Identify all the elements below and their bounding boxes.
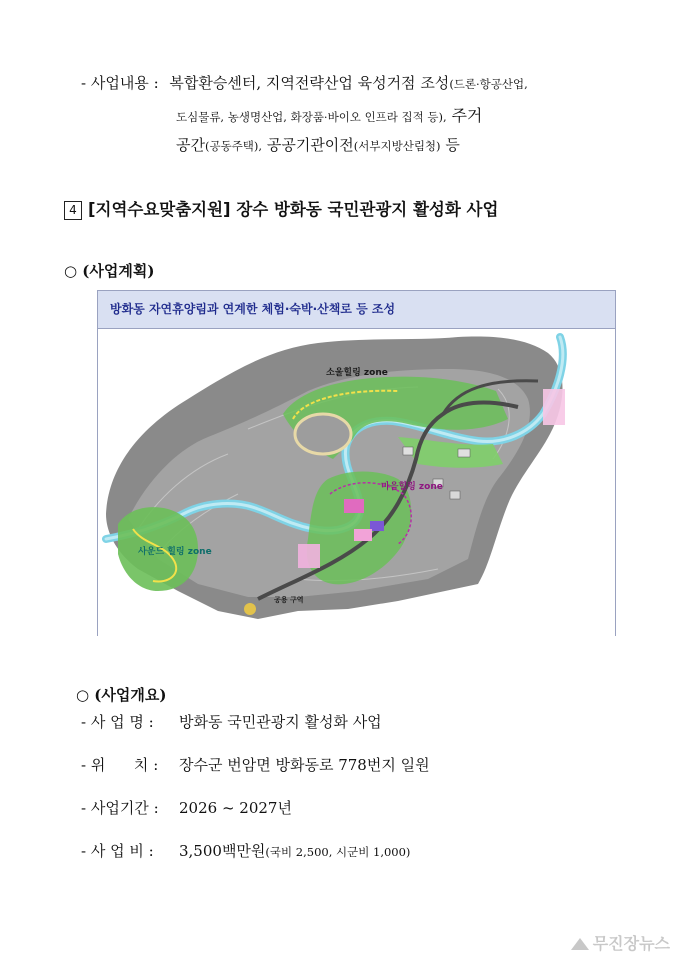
zone-label-bottom: 공용 구역	[274, 596, 304, 604]
intro-label: - 사업내용 :	[81, 74, 159, 92]
intro-line-2	[176, 103, 482, 126]
overview-label: - 사 업 명 :	[81, 713, 154, 731]
watermark	[571, 931, 670, 954]
plan-figure	[97, 290, 616, 636]
section-title	[64, 196, 498, 220]
overview-row	[81, 754, 430, 775]
zone-label-top: 소울힐링 zone	[326, 368, 388, 378]
intro-text-3e: 등	[445, 136, 460, 154]
intro-text-3c: 공공기관이전	[266, 136, 354, 154]
overview-row	[81, 797, 292, 818]
watermark-text: 무진장뉴스	[592, 934, 670, 953]
intro-text: 복합환승센터, 지역전략산업 육성거점 조성	[169, 74, 450, 92]
overview-note: (국비 2,500, 시군비 1,000)	[265, 845, 411, 859]
section-number: 4	[64, 201, 82, 220]
plan-caption: 방화동 자연휴양림과 연계한 체험·숙박·산책로 등 조성	[98, 291, 615, 329]
intro-small-2: 도심물류, 농생명산업, 화장품·바이오 인프라 집적 등),	[176, 110, 447, 124]
overview-value: 2026 ~ 2027년	[179, 799, 292, 817]
zone-label-left: 사운드 힐링 zone	[138, 547, 212, 557]
overview-row	[81, 711, 382, 732]
overview-value: 방화동 국민관광지 활성화 사업	[179, 713, 382, 731]
overview-heading: ○ (사업개요)	[76, 686, 167, 704]
intro-small: (드론·항공산업,	[449, 77, 528, 91]
intro-line-3	[176, 134, 460, 155]
overview-label: - 사 업 비 :	[81, 842, 154, 860]
intro-text-2: 주거	[451, 106, 483, 125]
overview-label: - 위 치 :	[81, 756, 159, 774]
site-plan-map	[98, 329, 615, 636]
intro-line-1	[81, 72, 528, 93]
overview-value: 3,500백만원	[179, 842, 266, 860]
intro-small-3d: (서부지방산림청)	[353, 139, 441, 153]
plan-heading: ○ (사업계획)	[64, 262, 155, 280]
overview-row	[81, 840, 410, 861]
zone-label-mid: 마음힐링 zone	[381, 482, 443, 492]
section-title-text: [지역수요맞춤지원] 장수 방화동 국민관광지 활성화 사업	[88, 200, 499, 219]
intro-text-3a: 공간	[176, 136, 205, 154]
intro-small-3b: (공동주택),	[204, 139, 263, 153]
overview-label: - 사업기간 :	[81, 799, 159, 817]
mountain-icon	[571, 938, 589, 950]
overview-value: 장수군 번암면 방화동로 778번지 일원	[179, 756, 430, 774]
